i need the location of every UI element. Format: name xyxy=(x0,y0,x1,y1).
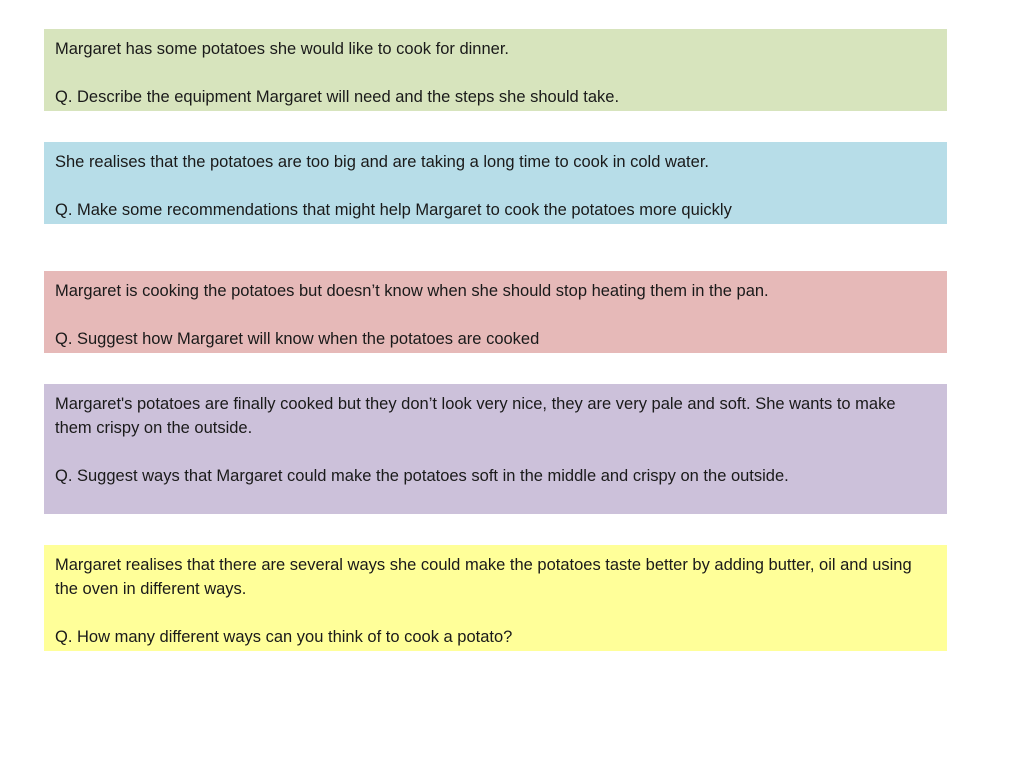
scenario-text: Margaret is cooking the potatoes but doesn’t know when she should stop heating them in the pan. xyxy=(55,282,769,300)
task-card-equipment xyxy=(44,29,947,111)
scenario-text: Margaret realises that there are several ways she could make the potatoes taste better by adding butter, oil and using the oven in different ways. xyxy=(55,556,912,598)
scenario-text: She realises that the potatoes are too big and are taking a long time to cook in cold water. xyxy=(55,153,709,171)
task-card-doneness xyxy=(44,271,947,353)
question-text: Q. How many different ways can you think of to cook a potato? xyxy=(55,628,513,646)
task-card-crispy xyxy=(44,384,947,514)
task-card-cooking-methods xyxy=(44,545,947,651)
question-text: Q. Describe the equipment Margaret will need and the steps she should take. xyxy=(55,88,620,106)
scenario-text: Margaret has some potatoes she would like to cook for dinner. xyxy=(55,40,509,58)
question-text: Q. Make some recommendations that might help Margaret to cook the potatoes more quickly xyxy=(55,201,732,219)
task-card-cooking-speed xyxy=(44,142,947,224)
question-text: Q. Suggest how Margaret will know when the potatoes are cooked xyxy=(55,330,540,348)
scenario-text: Margaret's potatoes are finally cooked but they don’t look very nice, they are very pale and soft. She wants to make them crispy on the outside. xyxy=(55,395,896,437)
question-text: Q. Suggest ways that Margaret could make the potatoes soft in the middle and crispy on the outside. xyxy=(55,467,789,485)
